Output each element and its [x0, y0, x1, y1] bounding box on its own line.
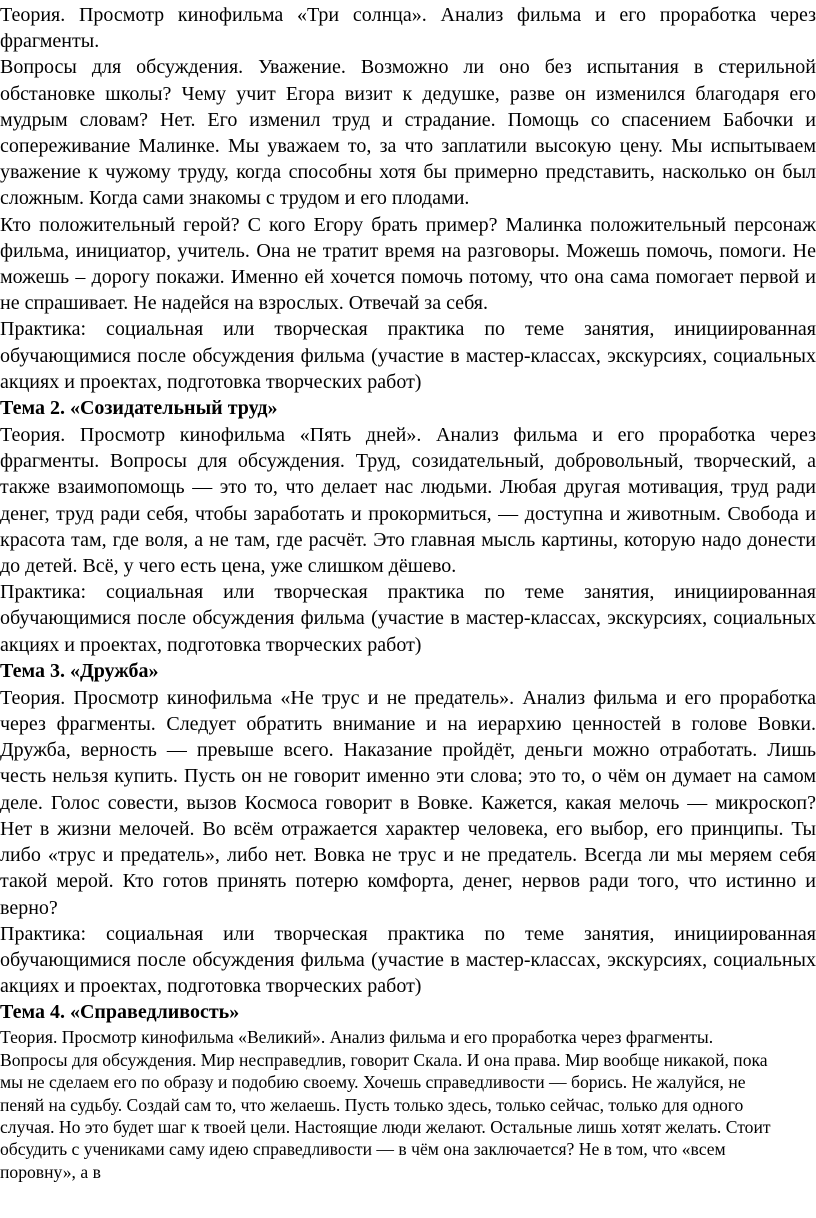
topic2-heading: Тема 2. «Созидательный труд»: [0, 397, 278, 420]
topic1-practice: Практика: социальная или творческая практика по теме занятия, инициированная обучающимися после обсуждения фильма (участие в мастер-классах, экскурсиях, социальных акциях и проектах, подготовка творческих работ): [0, 318, 816, 393]
topic3-practice: Практика: социальная или творческая практика по теме занятия, инициированная обучающимися после обсуждения фильма (участие в мастер-классах, экскурсиях, социальных акциях и проектах, подготовка творческих работ): [0, 922, 816, 998]
topic1-questions: Вопросы для обсуждения. Уважение. Возможно ли оно без испытания в стерильной обстановке школы? Чему учит Егора визит к дедушке, разве он изменился благодаря его мудрым словам? Нет. Его изменил труд и страдание. Помощь со спасением Бабочки и сопереживание Малинке. Мы уважаем то, за что заплатили высокую цену. Мы испытываем уважение к чужому труду, когда способны хотя бы примерно представить, насколько он был сложным. Когда сами знакомы с трудом и его плодами.: [0, 56, 816, 210]
topic2-practice: Практика: социальная или творческая практика по теме занятия, инициированная обучающимися после обсуждения фильма (участие в мастер-классах, экскурсиях, социальных акциях и проектах, подготовка творческих работ): [0, 581, 816, 656]
topic4-theory: Теория. Просмотр кинофильма «Великий». Анализ фильма и его проработка через фрагменты. Вопросы для обсуждения. Мир несправедлив, говорит Скала. И она права. Мир вообще никакой, пока мы не сделаем его по образу и подобию своему. Хочешь справедливости — борись. Не жалуйся, не пеняй на судьбу. Создай сам то, что желаешь. Пусть только здесь, только сейчас, только для одного случая. Но это будет шаг к твоей цели. Настоящие люди желают. Остальные лишь хотят желать. Стоит обсудить с учениками саму идею справедливости — в чём она заключается? Не в том, что «всем поровну», а в: [0, 1027, 771, 1182]
topic1-theory: Теория. Просмотр кинофильма «Три солнца». Анализ фильма и его проработка через фрагменты.: [0, 4, 816, 53]
topic4-heading: Тема 4. «Справедливость»: [0, 1001, 240, 1024]
topic2-theory: Теория. Просмотр кинофильма «Пять дней». Анализ фильма и его проработка через фрагменты. Вопросы для обсуждения. Труд, созидательный, добровольный, творческий, а также взаимопомощь — это то, что делает нас людьми. Любая другая мотивация, труд ради денег, труд ради себя, чтобы заработать и прокормиться, — доступна и животным. Свобода и красота там, где воля, а не там, где расчёт. Это главная мысль картины, которую надо донести до детей. Всё, у чего есть цена, уже слишком дёшево.: [0, 424, 816, 578]
topic1-hero: Кто положительный герой? С кого Егору брать пример? Малинка положительный персонаж фильма, инициатор, учитель. Она не тратит время на разговоры. Можешь помочь, помоги. Не можешь – дорогу покажи. Именно ей хочется помочь потому, что она сама помогает первой и не спрашивает. Не надейся на взрослых. Отвечай за себя.: [0, 213, 816, 315]
topic3-heading: Тема 3. «Дружба»: [0, 659, 159, 682]
topic3-theory: Теория. Просмотр кинофильма «Не трус и не предатель». Анализ фильма и его проработка через фрагменты. Следует обратить внимание и на иерархию ценностей в голове Вовки. Дружба, верность — превыше всего. Наказание пройдёт, деньги можно отработать. Лишь честь нельзя купить. Пусть он не говорит именно эти слова; это то, о чём он думает на самом деле. Голос совести, вызов Космоса говорит в Вовке. Кажется, какая мелочь — микроскоп? Нет в жизни мелочей. Во всём отражается характер человека, его выбор, его принципы. Ты либо «трус и предатель», либо нет. Вовка не трус и не предатель. Всегда ли мы меряем себя такой мерой. Кто готов принять потерю комфорта, денег, нервов ради того, что истинно и верно?: [0, 686, 816, 919]
